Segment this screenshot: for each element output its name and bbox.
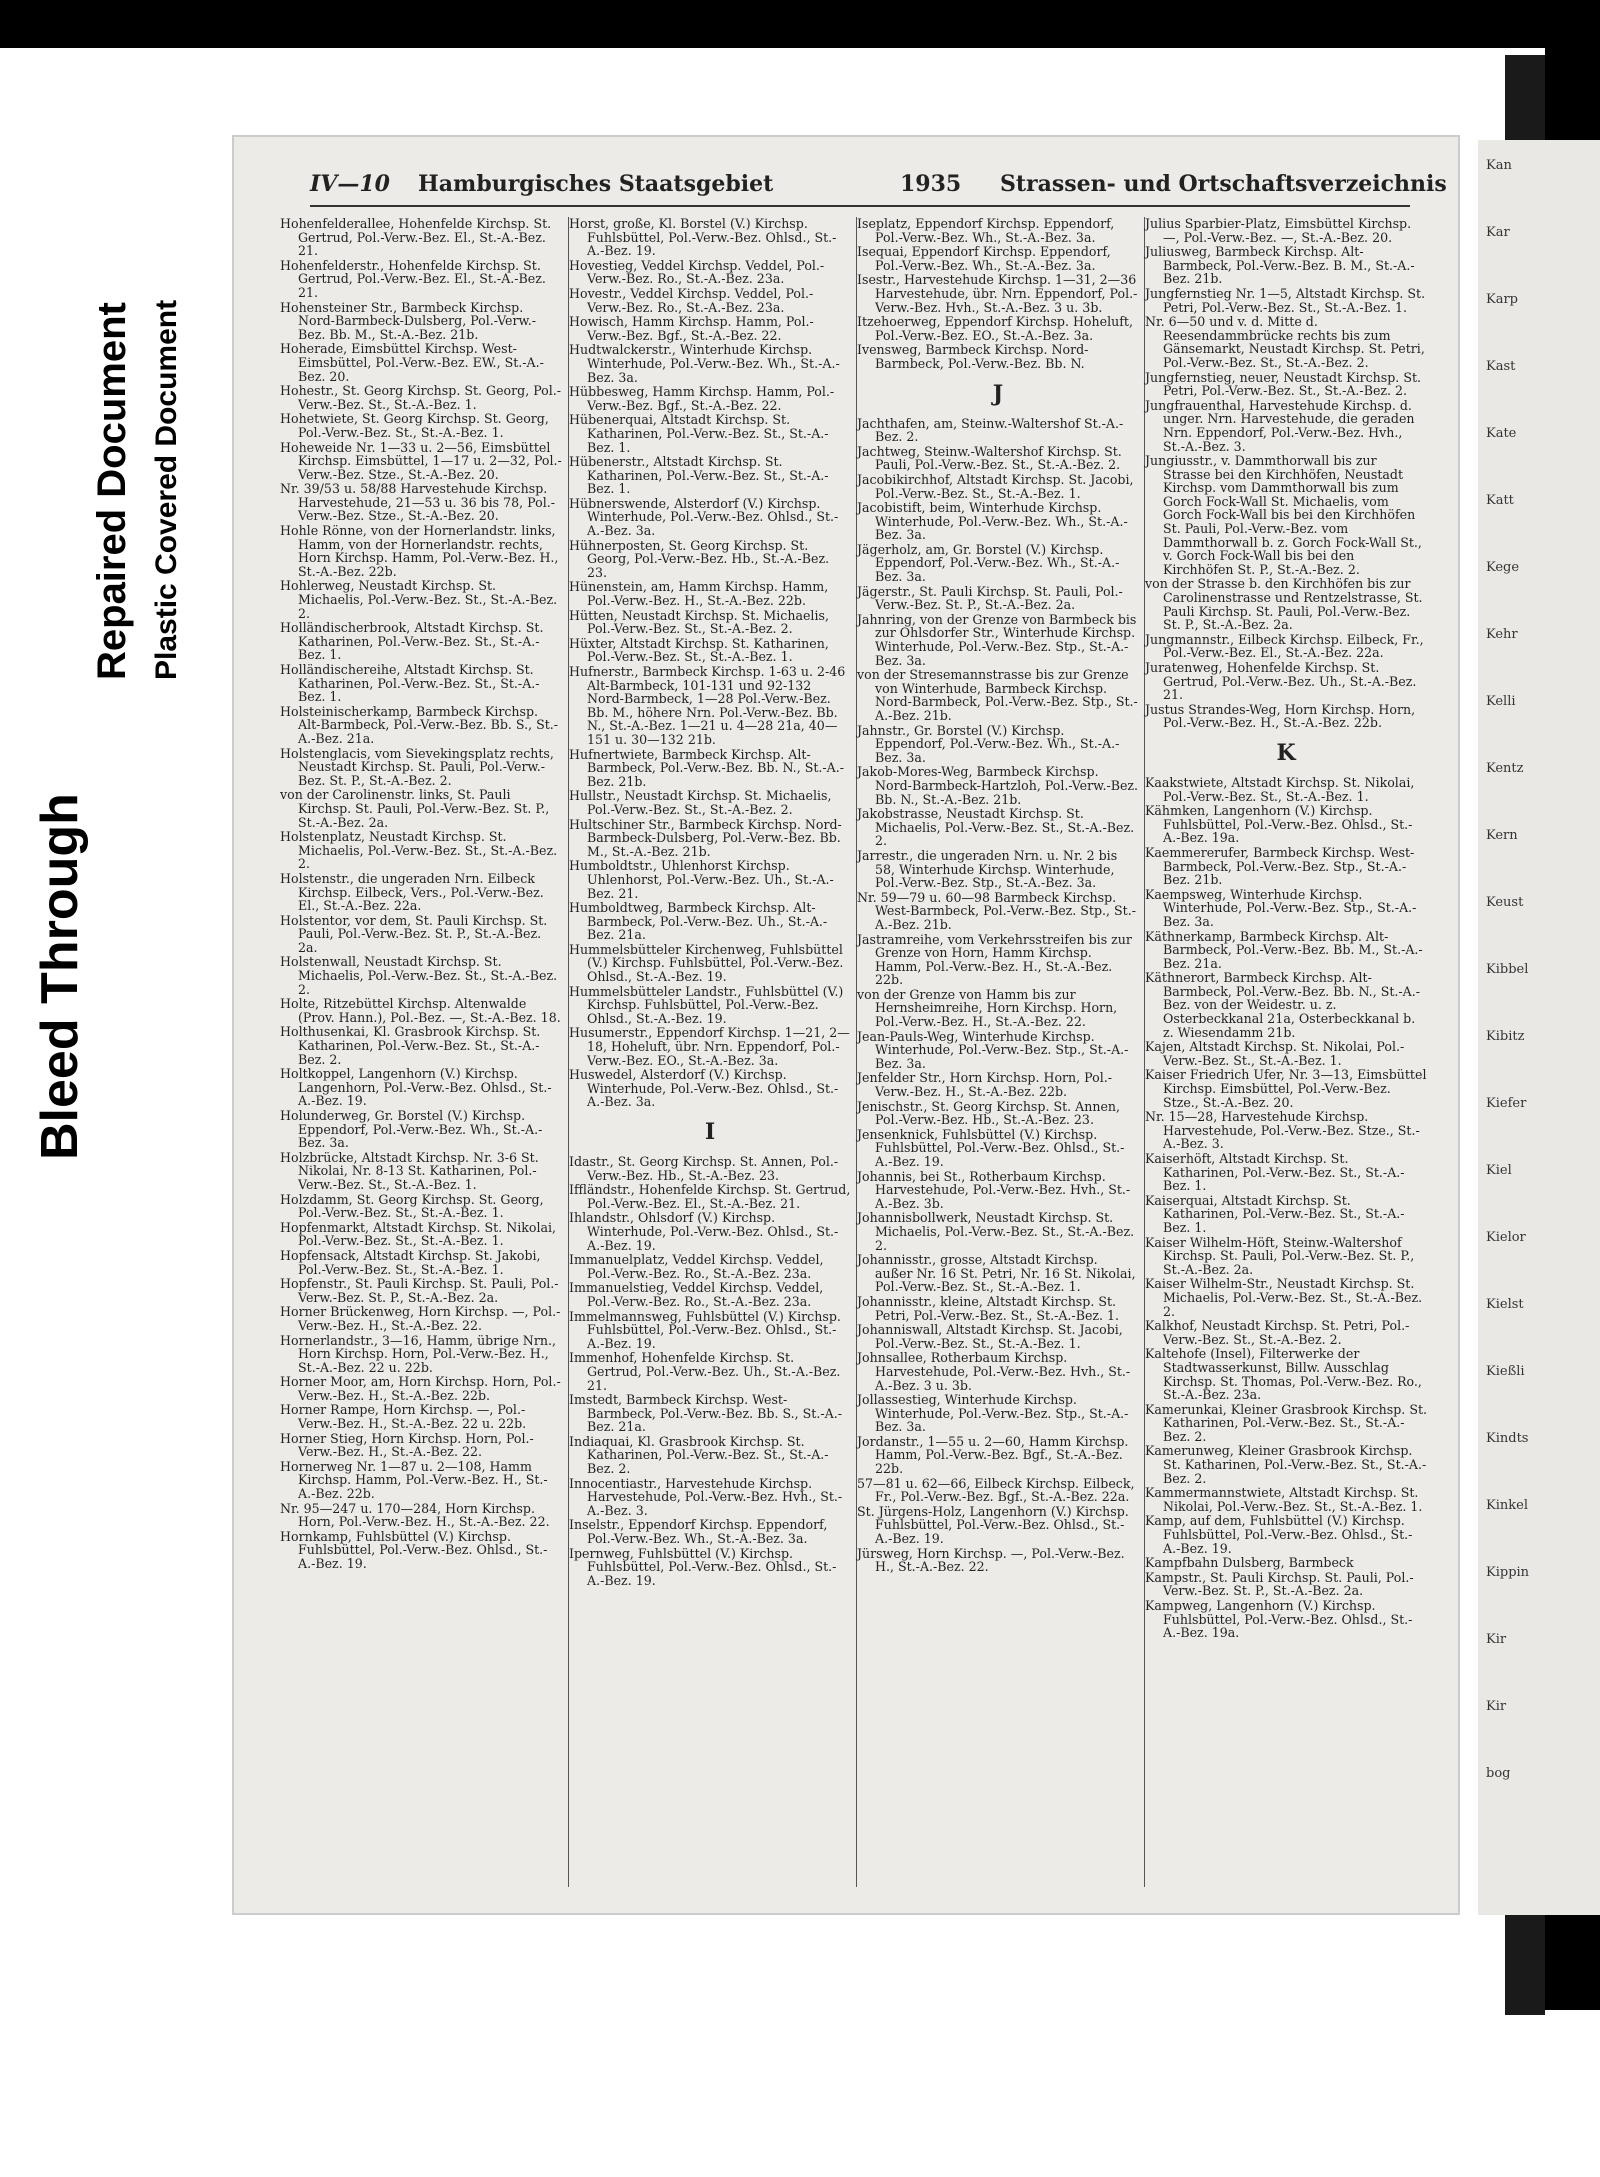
directory-entry: Hübenerquai, Altstadt Kirchsp. St. Katharinen, Pol.-Verw.-Bez. St., St.-A.-Bez. 1. [569,412,829,455]
adjacent-page-fragment: Kiefer [1486,1096,1527,1111]
directory-entry: Jakob-Mores-Weg, Barmbeck Kirchsp. Nord-Barmbeck-Hartzloh, Pol.-Verw.-Bez. Bb. N., St.-A.-Bez. 21b. [857,764,1143,807]
section-letter-j: J [992,380,1004,407]
directory-entry: von der Stresemannstrasse bis zur Grenze von Winterhude, Barmbeck Kirchsp. Nord-Barmbeck, Pol.-Verw.-Bez. Stp., St.-A.-Bez. 21b. [857,667,1138,723]
directory-entry: Johannis, bei St., Rotherbaum Kirchsp. Harvestehude, Pol.-Verw.-Bez. Hvh., St.-A.-Bez. 3b. [857,1168,1131,1211]
column-3 [856,216,1143,1887]
directory-entry: Kaempsweg, Winterhude Kirchsp. Winterhude, Pol.-Verw.-Bez. Stp., St.-A.-Bez. 3a. [1145,886,1417,929]
directory-entry: Justus Strandes-Weg, Horn Kirchsp. Horn, Pol.-Verw.-Bez. H., St.-A.-Bez. 22b. [1145,701,1420,731]
directory-entry: Horner Brückenweg, Horn Kirchsp. —, Pol.-Verw.-Bez. H., St.-A.-Bez. 22. [280,1304,561,1333]
directory-entry: Hummelsbütteler Kirchenweg, Fuhlsbüttel (V.) Kirchsp. Fuhlsbüttel, Pol.-Verw.-Bez. Ohlsd., St.-A.-Bez. 19. [569,941,848,985]
directory-entry: Hoherade, Eimsbüttel Kirchsp. West-Eimsbüttel, Pol.-Verw.-Bez. EW., St.-A.-Bez. 20. [280,341,544,384]
directory-entry: Jollassestieg, Winterhude Kirchsp. Winterhude, Pol.-Verw.-Bez. Stp., St.-A.-Bez. 3a. [857,1392,1129,1435]
directory-entry: Kajen, Altstadt Kirchsp. St. Nikolai, Pol.-Verw.-Bez. St., St.-A.-Bez. 1. [1145,1039,1405,1068]
adjacent-page-fragment: Keust [1486,895,1524,910]
directory-entry: Nr. 59—79 u. 60—98 Barmbeck Kirchsp. West-Barmbeck, Pol.-Verw.-Bez. Stp., St.-A.-Bez. 21b. [857,889,1137,932]
adjacent-page-fragment: Kielst [1486,1297,1524,1312]
directory-entry: Isequai, Eppendorf Kirchsp. Eppendorf, Pol.-Verw.-Bez. Wh., St.-A.-Bez. 3a. [857,244,1115,273]
directory-entry: Immenhof, Hohenfelde Kirchsp. St. Gertrud, Pol.-Verw.-Bez. Uh., St.-A.-Bez. 21. [569,1350,845,1393]
directory-entry: Hohestr., St. Georg Kirchsp. St. Georg, Pol.-Verw.-Bez. St., St.-A.-Bez. 1. [280,383,562,412]
directory-entry: von der Grenze von Hamm bis zur Hernsheimreihe, Horn Kirchsp. Horn, Pol.-Verw.-Bez. H., St.-A.-Bez. 22. [857,986,1122,1030]
directory-entry: Holländischereihe, Altstadt Kirchsp. St. Katharinen, Pol.-Verw.-Bez. St., St.-A.-Bez. 1. [280,662,540,705]
directory-entry: Hornkamp, Fuhlsbüttel (V.) Kirchsp. Fuhlsbüttel, Pol.-Verw.-Bez. Ohlsd., St.-A.-Bez. 19. [280,1528,548,1571]
adjacent-page-fragment: Kar [1486,225,1510,240]
adjacent-page-fragment: Kibitz [1486,1029,1525,1044]
directory-entry: Humboldtstr., Uhlenhorst Kirchsp. Uhlenhorst, Pol.-Verw.-Bez. Uh., St.-A.-Bez. 21. [569,858,834,901]
directory-entry: Johannisstr., kleine, Altstadt Kirchsp. St. Petri, Pol.-Verw.-Bez. St., St.-A.-Bez. 1. [857,1293,1121,1323]
adjacent-page-fragment: Kan [1486,158,1512,173]
directory-entry: Howisch, Hamm Kirchsp. Hamm, Pol.-Verw.-Bez. Bgf., St.-A.-Bez. 22. [569,314,814,343]
adjacent-page-fragment: Kelli [1486,694,1516,709]
scanned-page [232,135,1460,1915]
directory-entry: Jenfelder Str., Horn Kirchsp. Horn, Pol.-Verw.-Bez. H., St.-A.-Bez. 22b. [857,1070,1113,1100]
directory-entry: 57—81 u. 62—66, Eilbeck Kirchsp. Eilbeck, Fr., Pol.-Verw.-Bez. Bgf., St.-A.-Bez. 22a. [857,1475,1139,1505]
directory-entry: Juratenweg, Hohenfelde Kirchsp. St. Gertrud, Pol.-Verw.-Bez. Uh., St.-A.-Bez. 21. [1145,660,1421,703]
page-title: Hamburgisches Staatsgebiet [418,171,774,197]
directory-entry: Iffländstr., Hohenfelde Kirchsp. St. Gertrud, Pol.-Verw.-Bez. El., St.-A.-Bez. 21. [569,1182,855,1211]
directory-entry: Holunderweg, Gr. Borstel (V.) Kirchsp. Eppendorf, Pol.-Verw.-Bez. Wh., St.-A.-Bez. 3a. [280,1108,543,1151]
directory-entry: Holstenwall, Neustadt Kirchsp. St. Michaelis, Pol.-Verw.-Bez. St., St.-A.-Bez. 2. [280,954,562,997]
directory-entry: Hübnerswende, Alsterdorf (V.) Kirchsp. Winterhude, Pol.-Verw.-Bez. Ohlsd., St.-A.-Bez. 3a. [569,495,839,539]
directory-entry: Kaltehofe (Insel), Filterwerke der Stadtwasserkunst, Billw. Ausschlag Kirchsp. St. Thomas, Pol.-Verw.-Bez. Ro., St.-A.-Bez. 23a. [1145,1346,1426,1403]
adjacent-page-fragment: Kiel [1486,1163,1512,1178]
directory-entry: Hornerweg Nr. 1—87 u. 2—108, Hamm Kirchsp. Hamm, Pol.-Verw.-Bez. H., St.-A.-Bez. 22b. [280,1458,548,1502]
directory-entry: Jägerstr., St. Pauli Kirchsp. St. Pauli, Pol.-Verw.-Bez. St. P., St.-A.-Bez. 2a. [857,583,1123,613]
directory-entry: Jägerholz, am, Gr. Borstel (V.) Kirchsp. Eppendorf, Pol.-Verw.-Bez. Wh., St.-A.-Bez. 3a. [857,541,1120,585]
directory-entry: Holsteinischerkamp, Barmbeck Kirchsp. Alt-Barmbeck, Pol.-Verw.-Bez. Bb. S., St.-A.-Bez. 21a. [280,703,559,746]
directory-entry: Kaakstwiete, Altstadt Kirchsp. St. Nikolai, Pol.-Verw.-Bez. St., St.-A.-Bez. 1. [1145,774,1419,804]
directory-entry: Jachthafen, am, Steinw.-Waltershof St.-A.-Bez. 2. [857,415,1124,445]
directory-entry: Husumerstr., Eppendorf Kirchsp. 1—21, 2—18, Hoheluft, übr. Nrn. Eppendorf, Pol.-Verw.-Bez. EO., St.-A.-Bez. 3a. [569,1025,850,1068]
directory-entry: Ipernweg, Fuhlsbüttel (V.) Kirchsp. Fuhlsbüttel, Pol.-Verw.-Bez. Ohlsd., St.-A.-Bez. 19. [569,1545,837,1588]
directory-entry: Innocentiastr., Harvestehude Kirchsp. Harvestehude, Pol.-Verw.-Bez. Hvh., St.-A.-Bez. 3. [569,1475,843,1518]
directory-entry: Kaiserhöft, Altstadt Kirchsp. St. Katharinen, Pol.-Verw.-Bez. St., St.-A.-Bez. 1. [1145,1151,1405,1194]
directory-entry: Jahnstr., Gr. Borstel (V.) Kirchsp. Eppendorf, Pol.-Verw.-Bez. Wh., St.-A.-Bez. 3a. [857,722,1120,765]
directory-entry: Hudtwalckerstr., Winterhude Kirchsp. Winterhude, Pol.-Verw.-Bez. Wh., St.-A.-Bez. 3a. [569,342,840,385]
directory-entry: Hufnerstr., Barmbeck Kirchsp. 1-63 u. 2-46 Alt-Barmbeck, 101-131 und 92-132 Nord-Barmbeck, 1—28 Pol.-Verw.-Bez. Bb. M., höhere Nrn. Pol.-Verw.-Bez. Bb. N., St.-A.-Bez. 1—21 u. 4—28 21a, 40—151 u. 30—132 21b. [569,664,850,747]
document-condition-labels [30,200,190,1180]
directory-entry: Ivensweg, Barmbeck Kirchsp. Nord-Barmbeck, Pol.-Verw.-Bez. Bb. N. [857,342,1089,371]
directory-entry: Horst, große, Kl. Borstel (V.) Kirchsp. Fuhlsbüttel, Pol.-Verw.-Bez. Ohlsd., St.-A.-Bez. 19. [569,216,837,259]
directory-entry: Holstenstr., die ungeraden Nrn. Eilbeck Kirchsp. Eilbeck, Vers., Pol.-Verw.-Bez. El., St.-A.-Bez. 22a. [280,870,548,914]
adjacent-page-fragment: Kege [1486,560,1520,575]
directory-entry: Hühnerposten, St. Georg Kirchsp. St. Georg, Pol.-Verw.-Bez. Hb., St.-A.-Bez. 23. [569,537,834,580]
directory-entry: Hornerlandstr., 3—16, Hamm, übrige Nrn., Horn Kirchsp. Horn, Pol.-Verw.-Bez. H., St.-A.-Bez. 22 u. 22b. [280,1332,560,1375]
directory-entry: Johannisstr., grosse, Altstadt Kirchsp. außer Nr. 16 St. Petri, Nr. 16 St. Nikolai, Pol.-Verw.-Bez. St., St.-A.-Bez. 1. [857,1252,1140,1295]
adjacent-page-fragment: Kippin [1486,1565,1530,1580]
directory-entry: Kaiser Friedrich Ufer, Nr. 3—13, Eimsbüttel Kirchsp. Eimsbüttel, Pol.-Verw.-Bez. Stze., St.-A.-Bez. 20. [1145,1067,1431,1110]
directory-entry: Hohetwiete, St. Georg Kirchsp. St. Georg, Pol.-Verw.-Bez. St., St.-A.-Bez. 1. [280,411,553,440]
directory-entry: Johanniswall, Altstadt Kirchsp. St. Jacobi, Pol.-Verw.-Bez. St., St.-A.-Bez. 1. [857,1322,1127,1351]
directory-entry: Jacobistift, beim, Winterhude Kirchsp. Winterhude, Pol.-Verw.-Bez. Wh., St.-A.-Bez. 3a. [857,500,1128,543]
directory-entry: Jean-Pauls-Weg, Winterhude Kirchsp. Winterhude, Pol.-Verw.-Bez. Stp., St.-A.-Bez. 3a. [857,1028,1129,1071]
page-year: 1935 [900,171,962,197]
adjacent-page-fragment: Karp [1486,292,1518,307]
directory-entry: Iseplatz, Eppendorf Kirchsp. Eppendorf, Pol.-Verw.-Bez. Wh., St.-A.-Bez. 3a. [857,216,1119,245]
directory-columns [280,217,1430,1897]
directory-entry: Holzbrücke, Altstadt Kirchsp. Nr. 3-6 St. Nikolai, Nr. 8-13 St. Katharinen, Pol.-Verw.-Bez. St., St.-A.-Bez. 1. [280,1149,543,1192]
adjacent-page-fragment: Kentz [1486,761,1524,776]
directory-entry: Hohensteiner Str., Barmbeck Kirchsp. Nord-Barmbeck-Dulsberg, Pol.-Verw.-Bez. Bb. M., St.-A.-Bez. 21b. [280,299,537,342]
adjacent-page-fragment: Kielor [1486,1230,1526,1245]
adjacent-page-fragment: Kindts [1486,1431,1529,1446]
directory-entry: Hüxter, Altstadt Kirchsp. St. Katharinen, Pol.-Verw.-Bez. St., St.-A.-Bez. 1. [569,635,833,665]
directory-entry: Holtkoppel, Langenhorn (V.) Kirchsp. Langenhorn, Pol.-Verw.-Bez. Ohlsd., St.-A.-Bez. 19. [280,1066,552,1109]
directory-entry: Kampweg, Langenhorn (V.) Kirchsp. Fuhlsbüttel, Pol.-Verw.-Bez. Ohlsd., St.-A.-Bez. 19a. [1145,1598,1413,1641]
adjacent-page-fragment: Kießli [1486,1364,1525,1379]
directory-entry: Horner Stieg, Horn Kirchsp. Horn, Pol.-Verw.-Bez. H., St.-A.-Bez. 22. [280,1430,534,1460]
directory-entry: Kaemmererufer, Barmbeck Kirchsp. West-Barmbeck, Pol.-Verw.-Bez. Stp., St.-A.-Bez. 21b. [1145,844,1415,888]
directory-entry: Holte, Ritzebüttel Kirchsp. Altenwalde (Prov. Hann.), Pol.-Bez. —, St.-A.-Bez. 18. [280,996,561,1025]
directory-entry: Johannisbollwerk, Neustadt Kirchsp. St. Michaelis, Pol.-Verw.-Bez. St., St.-A.-Bez. 2. [857,1210,1139,1253]
directory-entry: Immanuelstieg, Veddel Kirchsp. Veddel, Pol.-Verw.-Bez. Ro., St.-A.-Bez. 23a. [569,1280,828,1309]
directory-entry: Isestr., Harvestehude Kirchsp. 1—31, 2—36 Harvestehude, übr. Nrn. Eppendorf, Pol.-Verw.-Bez. Hvh., St.-A.-Bez. 3 u. 3b. [857,272,1141,315]
adjacent-page-fragment: Kast [1486,359,1516,374]
directory-entry: Idastr., St. Georg Kirchsp. St. Annen, Pol.-Verw.-Bez. Hb., St.-A.-Bez. 23. [569,1154,839,1183]
adjacent-page-fragment: Kehr [1486,627,1518,642]
directory-entry: Nr. 15—28, Harvestehude Kirchsp. Harvestehude, Pol.-Verw.-Bez. Stze., St.-A.-Bez. 3. [1145,1109,1420,1152]
directory-entry: Hohenfelderallee, Hohenfelde Kirchsp. St. Gertrud, Pol.-Verw.-Bez. El., St.-A.-Bez. 21. [280,216,556,259]
adjacent-page-fragment: Kibbel [1486,962,1529,977]
directory-entry: Inselstr., Eppendorf Kirchsp. Eppendorf, Pol.-Verw.-Bez. Wh., St.-A.-Bez. 3a. [569,1517,832,1547]
directory-entry: Jacobikirchhof, Altstadt Kirchsp. St. Jacobi, Pol.-Verw.-Bez. St., St.-A.-Bez. 1. [857,471,1138,501]
directory-entry: Kähmken, Langenhorn (V.) Kirchsp. Fuhlsbüttel, Pol.-Verw.-Bez. Ohlsd., St.-A.-Bez. 19a. [1145,803,1413,846]
directory-entry: Nr. 95—247 u. 170—284, Horn Kirchsp. Horn, Pol.-Verw.-Bez. H., St.-A.-Bez. 22. [280,1500,550,1530]
directory-entry: Nr. 39/53 u. 58/88 Harvestehude Kirchsp. Harvestehude, 21—53 u. 36 bis 78, Pol.-Verw.-Bez. Stze., St.-A.-Bez. 20. [280,481,556,524]
directory-entry: Jachtweg, Steinw.-Waltershof Kirchsp. St. Pauli, Pol.-Verw.-Bez. St., St.-A.-Bez. 2. [857,443,1126,473]
directory-entry: Hübenerstr., Altstadt Kirchsp. St. Katharinen, Pol.-Verw.-Bez. St., St.-A.-Bez. 1. [569,454,829,497]
label-bleed-through: Bleed Through [31,793,89,1160]
directory-entry: Kamerunweg, Kleiner Grasbrook Kirchsp. St. Katharinen, Pol.-Verw.-Bez. St., St.-A.-Bez. 2. [1145,1443,1427,1486]
directory-entry: Humboldtweg, Barmbeck Kirchsp. Alt-Barmbeck, Pol.-Verw.-Bez. Uh., St.-A.-Bez. 21a. [569,900,828,943]
directory-entry: Hullstr., Neustadt Kirchsp. St. Michaelis, Pol.-Verw.-Bez. St., St.-A.-Bez. 2. [569,788,836,817]
directory-entry: Hoheweide Nr. 1—33 u. 2—56, Eimsbüttel Kirchsp. Eimsbüttel, 1—17 u. 2—32, Pol.-Verw.-Bez. Stze., St.-A.-Bez. 20. [280,439,562,482]
directory-entry: Hohlerweg, Neustadt Kirchsp. St. Michaelis, Pol.-Verw.-Bez. St., St.-A.-Bez. 2. [280,578,562,621]
directory-entry: Hohenfelderstr., Hohenfelde Kirchsp. St. Gertrud, Pol.-Verw.-Bez. El., St.-A.-Bez. 21. [280,257,550,300]
directory-entry: Holländischerbrook, Altstadt Kirchsp. St. Katharinen, Pol.-Verw.-Bez. St., St.-A.-Bez. 1. [280,620,548,663]
directory-entry: Hohle Rönne, von der Hornerlandstr. links, Hamm, von der Hornerlandstr. rechts, Horn Kirchsp. Hamm, Pol.-Verw.-Bez. H., St.-A.-Bez. 22b. [280,523,563,579]
page-number: IV—10 [310,171,390,197]
directory-entry: Jarrestr., die ungeraden Nrn. u. Nr. 2 bis 58, Winterhude Kirchsp. Winterhude, Pol.-Verw.-Bez. Stp., St.-A.-Bez. 3a. [857,847,1122,891]
directory-entry: von der Carolinenstr. links, St. Pauli Kirchsp. St. Pauli, Pol.-Verw.-Bez. St. P., St.-A.-Bez. 2a. [280,787,554,830]
section-letter-k: K [1276,739,1296,766]
directory-entry: Holstenglacis, vom Sievekingsplatz rechts, Neustadt Kirchsp. St. Pauli, Pol.-Verw.-Bez. St. P., St.-A.-Bez. 2. [280,745,558,788]
directory-entry: Juliusweg, Barmbeck Kirchsp. Alt-Barmbeck, Pol.-Verw.-Bez. B. M., St.-A.-Bez. 21b. [1145,244,1415,287]
directory-entry: Indiaquai, Kl. Grasbrook Kirchsp. St. Katharinen, Pol.-Verw.-Bez. St., St.-A.-Bez. 2. [569,1433,829,1477]
adjacent-page-fragment: Kir [1486,1632,1507,1647]
adjacent-page-fragment: Katt [1486,493,1514,508]
label-plastic-covered: Plastic Covered Document [150,299,183,680]
directory-entry: Jungfernstieg Nr. 1—5, Altstadt Kirchsp. St. Petri, Pol.-Verw.-Bez. St., St.-A.-Bez. 1. [1145,285,1430,315]
directory-entry: Holstentor, vor dem, St. Pauli Kirchsp. St. Pauli, Pol.-Verw.-Bez. St. P., St.-A.-Bez. 2a. [280,912,552,955]
column-2 [568,216,855,1887]
directory-entry: Hütten, Neustadt Kirchsp. St. Michaelis, Pol.-Verw.-Bez. St., St.-A.-Bez. 2. [569,607,833,637]
directory-entry: Julius Sparbier-Platz, Eimsbüttel Kirchsp. —, Pol.-Verw.-Bez. —, St.-A.-Bez. 20. [1145,216,1416,245]
directory-entry: Immelmannsweg, Fuhlsbüttel (V.) Kirchsp. Fuhlsbüttel, Pol.-Verw.-Bez. Ohlsd., St.-A.-Bez. 19. [569,1308,845,1351]
directory-entry: Kaiser Wilhelm-Höft, Steinw.-Waltershof Kirchsp. St. Pauli, Pol.-Verw.-Bez. St. P., St.-A.-Bez. 2a. [1145,1234,1419,1277]
directory-entry: Kampstr., St. Pauli Kirchsp. St. Pauli, Pol.-Verw.-Bez. St. P., St.-A.-Bez. 2a. [1145,1569,1414,1599]
adjacent-page-fragment: Kern [1486,828,1518,843]
directory-entry: Käthnerort, Barmbeck Kirchsp. Alt-Barmbeck, Pol.-Verw.-Bez. Bb. N., St.-A.-Bez. von der Weidestr. u. z. Osterbeckkanal 21a, Osterbeckkanal b. z. Wiesendamm 21b. [1145,970,1420,1040]
directory-entry: Jordanstr., 1—55 u. 2—60, Hamm Kirchsp. Hamm, Pol.-Verw.-Bez. Bgf., St.-A.-Bez. 22b. [857,1433,1133,1477]
scan-border-top [0,0,1600,48]
directory-entry: Nr. 6—50 und v. d. Mitte d. Reesendammbrücke rechts bis zum Gänsemarkt, Neustadt Kirchsp. St. Petri, Pol.-Verw.-Bez. St., St.-A.-Bez. 2. [1145,314,1429,370]
directory-entry: Jenischstr., St. Georg Kirchsp. St. Annen, Pol.-Verw.-Bez. Hb., St.-A.-Bez. 23. [857,1098,1125,1128]
adjacent-page-fragment: Kate [1486,426,1517,441]
directory-entry: Immanuelplatz, Veddel Kirchsp. Veddel, Pol.-Verw.-Bez. Ro., St.-A.-Bez. 23a. [569,1252,828,1281]
directory-entry: Hovestieg, Veddel Kirchsp. Veddel, Pol.-Verw.-Bez. Ro., St.-A.-Bez. 23a. [569,257,825,287]
directory-entry: Hopfenstr., St. Pauli Kirchsp. St. Pauli, Pol.-Verw.-Bez. St. P., St.-A.-Bez. 2a. [280,1276,559,1305]
adjacent-page-fragment: Kir [1486,1699,1507,1714]
page-subtitle: Strassen- und Ortschaftsverzeichnis [1000,171,1447,197]
directory-entry: Jahnring, von der Grenze von Barmbeck bis zur Ohlsdorfer Str., Winterhude Kirchsp. Winterhude, Pol.-Verw.-Bez. Stp., St.-A.-Bez. 3a. [857,611,1141,668]
column-4 [1144,216,1432,1887]
directory-entry: Hopfenmarkt, Altstadt Kirchsp. St. Nikolai, Pol.-Verw.-Bez. St., St.-A.-Bez. 1. [280,1219,561,1249]
directory-entry: Jakobstrasse, Neustadt Kirchsp. St. Michaelis, Pol.-Verw.-Bez. St., St.-A.-Bez. 2. [857,806,1139,849]
directory-entry: Kampfbahn Dulsberg, Barmbeck [1145,1555,1354,1571]
directory-entry: Ihlandstr., Ohlsdorf (V.) Kirchsp. Winterhude, Pol.-Verw.-Bez. Ohlsd., St.-A.-Bez. 19. [569,1210,839,1253]
directory-entry: Johnsallee, Rotherbaum Kirchsp. Harvestehude, Pol.-Verw.-Bez. Hvh., St.-A.-Bez. 3 u. 3b. [857,1350,1131,1393]
adjacent-page-fragment: Kinkel [1486,1498,1528,1513]
directory-entry: Holthusenkai, Kl. Grasbrook Kirchsp. St. Katharinen, Pol.-Verw.-Bez. St., St.-A.-Bez. 2. [280,1024,545,1067]
directory-entry: Käthnerkamp, Barmbeck Kirchsp. Alt-Barmbeck, Pol.-Verw.-Bez. Bb. M., St.-A.-Bez. 21a. [1145,928,1423,971]
directory-entry: Hummelsbütteler Landstr., Fuhlsbüttel (V.) Kirchsp. Fuhlsbüttel, Pol.-Verw.-Bez. Ohlsd., St.-A.-Bez. 19. [569,983,848,1026]
directory-entry: Jungfernstieg, neuer, Neustadt Kirchsp. St. Petri, Pol.-Verw.-Bez. St., St.-A.-Bez. 2. [1145,369,1426,399]
directory-entry: Jungfrauenthal, Harvestehude Kirchsp. d. unger. Nrn. Harvestehude, die geraden Nrn. Eppendorf, Pol.-Verw.-Bez. Hvh., St.-A.-Bez. 3. [1145,397,1419,454]
directory-entry: St. Jürgens-Holz, Langenhorn (V.) Kirchsp. Fuhlsbüttel, Pol.-Verw.-Bez. Ohlsd., St.-A.-Bez. 19. [857,1503,1133,1547]
directory-entry: Holzdamm, St. Georg Kirchsp. St. Georg, Pol.-Verw.-Bez. St., St.-A.-Bez. 1. [280,1191,548,1221]
directory-entry: Kalkhof, Neustadt Kirchsp. St. Petri, Pol.-Verw.-Bez. St., St.-A.-Bez. 2. [1145,1318,1410,1347]
directory-entry: Hünenstein, am, Hamm Kirchsp. Hamm, Pol.-Verw.-Bez. H., St.-A.-Bez. 22b. [569,579,833,609]
directory-entry: Jungmannstr., Eilbeck Kirchsp. Eilbeck, Fr., Pol.-Verw.-Bez. El., St.-A.-Bez. 22a. [1145,631,1428,661]
directory-entry: Holstenplatz, Neustadt Kirchsp. St. Michaelis, Pol.-Verw.-Bez. St., St.-A.-Bez. 2. [280,829,562,872]
directory-entry: Itzehoerweg, Eppendorf Kirchsp. Hoheluft, Pol.-Verw.-Bez. EO., St.-A.-Bez. 3a. [857,314,1137,343]
directory-entry: Jürsweg, Horn Kirchsp. —, Pol.-Verw.-Bez. H., St.-A.-Bez. 22. [857,1545,1129,1575]
directory-entry: Kamerunkai, Kleiner Grasbrook Kirchsp. St. Katharinen, Pol.-Verw.-Bez. St., St.-A.-Bez. 2. [1145,1401,1432,1444]
directory-entry: Imstedt, Barmbeck Kirchsp. West-Barmbeck, Pol.-Verw.-Bez. Bb. S., St.-A.-Bez. 21a. [569,1392,842,1435]
directory-entry: Hopfensack, Altstadt Kirchsp. St. Jakobi, Pol.-Verw.-Bez. St., St.-A.-Bez. 1. [280,1247,545,1277]
page-header [310,165,1447,207]
directory-entry: Hultschiner Str., Barmbeck Kirchsp. Nord-Barmbeck-Dulsberg, Pol.-Verw.-Bez. Bb. M., St.-A.-Bez. 21b. [569,816,845,859]
directory-entry: Kammermannstwiete, Altstadt Kirchsp. St. Nikolai, Pol.-Verw.-Bez. St., St.-A.-Bez. 1. [1145,1485,1423,1514]
directory-entry: Hufnertwiete, Barmbeck Kirchsp. Alt-Barmbeck, Pol.-Verw.-Bez. Bb. N., St.-A.-Bez. 21b. [569,746,844,789]
section-letter-i: I [704,1119,716,1145]
directory-entry: Hübbesweg, Hamm Kirchsp. Hamm, Pol.-Verw.-Bez. Bgf., St.-A.-Bez. 22. [569,384,835,413]
directory-entry: Horner Rampe, Horn Kirchsp. —, Pol.-Verw.-Bez. H., St.-A.-Bez. 22 u. 22b. [280,1402,527,1432]
directory-entry: Huswedel, Alsterdorf (V.) Kirchsp. Winterhude, Pol.-Verw.-Bez. Ohlsd., St.-A.-Bez. 3a. [569,1067,839,1110]
directory-entry: Horner Moor, am, Horn Kirchsp. Horn, Pol.-Verw.-Bez. H., St.-A.-Bez. 22b. [280,1374,561,1403]
directory-entry: Jensenknick, Fuhlsbüttel (V.) Kirchsp. Fuhlsbüttel, Pol.-Verw.-Bez. Ohlsd., St.-A.-Bez. 19. [857,1126,1125,1169]
directory-entry: Hovestr., Veddel Kirchsp. Veddel, Pol.-Verw.-Bez. Ro., St.-A.-Bez. 23a. [569,285,814,315]
directory-entry: Kamp, auf dem, Fuhlsbüttel (V.) Kirchsp. Fuhlsbüttel, Pol.-Verw.-Bez. Ohlsd., St.-A.-Bez. 19. [1145,1513,1413,1556]
directory-entry: Kaiserquai, Altstadt Kirchsp. St. Katharinen, Pol.-Verw.-Bez. St., St.-A.-Bez. 1. [1145,1192,1405,1235]
directory-entry: Kaiser Wilhelm-Str., Neustadt Kirchsp. St. Michaelis, Pol.-Verw.-Bez. St., St.-A.-Bez. 2. [1145,1276,1427,1319]
label-repaired-document: Repaired Document [90,302,134,680]
directory-entry: Jungiusstr., v. Dammthorwall bis zur Strasse bei den Kirchhöfen, Neustadt Kirchsp. vom Dammthorwall bis zum Gorch Fock-Wall St. Michaelis, vom Gorch Fock-Wall bis bei den Kirchhöfen St. Pauli, Pol.-Verw.-Bez. vom Dammthorwall b. z. Gorch Fock-Wall St., v. Gorch Fock-Wall bis bei den Kirchhöfen St. P., St.-A.-Bez. 2. [1145,453,1426,577]
directory-entry: Jastramreihe, vom Verkehrsstreifen bis zur Grenze von Horn, Hamm Kirchsp. Hamm, Pol.-Verw.-Bez. H., St.-A.-Bez. 22b. [857,931,1136,988]
column-1 [280,217,562,1887]
adjacent-page-edge [1478,140,1600,1915]
adjacent-page-fragment: bog [1486,1766,1511,1781]
directory-entry: von der Strasse b. den Kirchhöfen bis zur Carolinenstrasse und Rentzelstrasse, St. Pauli Kirchsp. St. Pauli, Pol.-Verw.-Bez. St. P., St.-A.-Bez. 2a. [1145,576,1427,633]
